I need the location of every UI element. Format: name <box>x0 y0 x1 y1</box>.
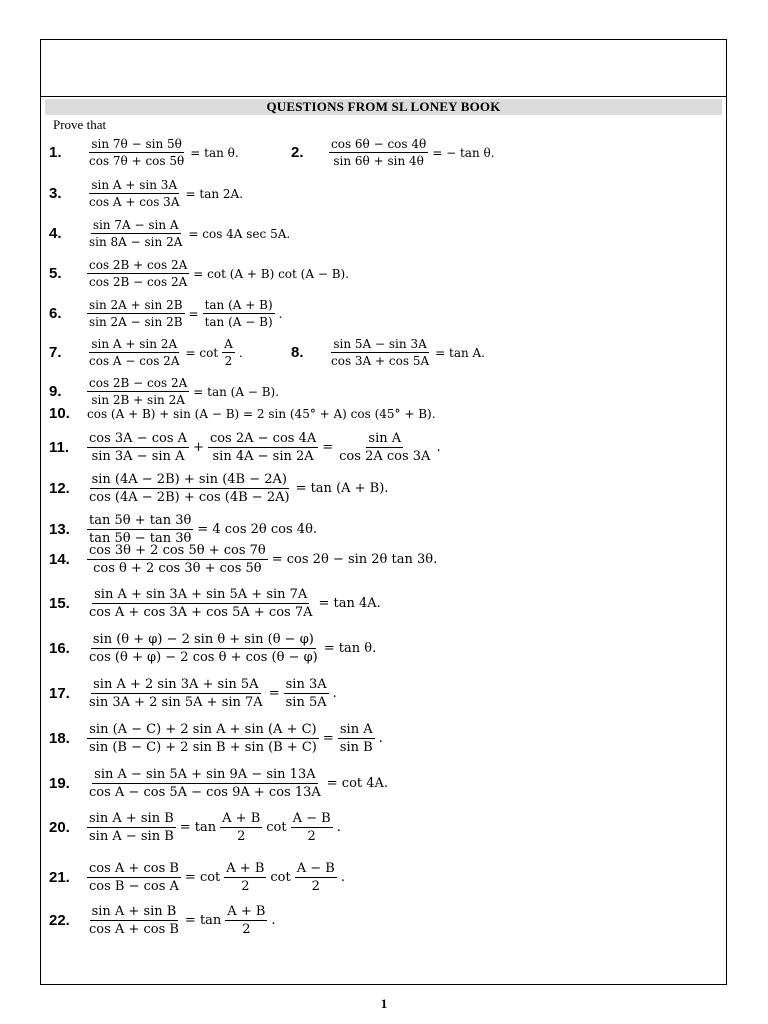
operator: = tan <box>179 820 217 835</box>
question-13 <box>49 513 319 546</box>
equation <box>327 137 497 168</box>
rhs: = 4 cos 2θ cos 4θ. <box>197 522 318 537</box>
question-number: 21. <box>49 869 70 886</box>
numerator: sin 7A − sin A <box>92 218 179 232</box>
second-fraction <box>222 337 235 368</box>
question-number: 12. <box>49 480 70 497</box>
denominator: sin B <box>339 740 373 755</box>
denominator: cos A − cos 2A <box>89 354 180 368</box>
lhs-fraction <box>87 632 320 665</box>
question-5 <box>49 258 351 289</box>
equation <box>85 431 443 464</box>
page-frame <box>40 39 727 985</box>
equation <box>85 258 351 289</box>
numerator: cos 2A − cos 4A <box>209 431 317 446</box>
equation <box>327 337 487 368</box>
numerator: cos 2B − cos 2A <box>89 376 188 390</box>
numerator: A − B <box>292 811 331 826</box>
denominator: sin 2B + sin 2A <box>91 393 185 407</box>
numerator: sin (4A − 2B) + sin (4B − 2A) <box>91 472 287 487</box>
third-fraction <box>291 811 333 844</box>
equation <box>85 376 281 407</box>
question-7 <box>49 337 245 368</box>
denominator: 2 <box>237 829 246 844</box>
equation <box>85 178 245 209</box>
equation <box>85 677 339 710</box>
denominator: sin (B − C) + 2 sin B + sin (B + C) <box>89 740 317 755</box>
numerator: sin A + sin B <box>89 811 174 826</box>
question-number: 14. <box>49 551 70 568</box>
equation <box>85 137 241 168</box>
denominator: cos B − cos A <box>89 879 179 894</box>
numerator: A <box>224 337 233 351</box>
numerator: sin 5A − sin 3A <box>333 337 427 351</box>
question-21 <box>49 861 347 894</box>
question-4 <box>49 218 292 249</box>
lhs-fraction <box>87 298 185 329</box>
rhs: . <box>332 686 337 701</box>
numerator: sin (A − C) + 2 sin A + sin (A + C) <box>89 722 317 737</box>
lhs-fraction <box>87 376 189 407</box>
numerator: sin A + 2 sin 3A + sin 5A <box>93 677 259 692</box>
numerator: sin (θ + φ) − 2 sin θ + sin (θ − φ) <box>92 632 314 647</box>
equation <box>85 632 378 665</box>
denominator: 2 <box>241 879 250 894</box>
rhs: = cos 4A sec 5A. <box>188 226 291 241</box>
question-9 <box>49 376 281 407</box>
lhs-fraction <box>87 472 292 505</box>
question-number: 20. <box>49 819 70 836</box>
question-number: 7. <box>49 344 62 361</box>
lhs-fraction <box>87 587 314 620</box>
numerator: A + B <box>226 861 265 876</box>
equation <box>85 861 347 894</box>
denominator: cos A + cos 3A <box>89 195 180 209</box>
question-number: 1. <box>49 144 62 161</box>
denominator: sin 3A + 2 sin 5A + sin 7A <box>89 695 263 710</box>
equation <box>85 407 438 421</box>
lhs-fraction <box>87 811 176 844</box>
question-22 <box>49 904 278 937</box>
rhs: . <box>271 913 276 928</box>
rhs: . <box>340 870 345 885</box>
equation <box>85 587 383 620</box>
lhs-fraction <box>87 137 186 168</box>
question-16 <box>49 632 378 665</box>
denominator: cos A + cos B <box>89 922 179 937</box>
rhs: = tan 4A. <box>318 596 381 611</box>
rhs: = tan 2A. <box>185 186 244 201</box>
denominator: cos 2B − cos 2A <box>89 275 188 289</box>
operator: cot <box>266 820 287 835</box>
numerator: sin A + sin 2A <box>91 337 178 351</box>
lhs-fraction <box>87 767 323 800</box>
operator: = <box>268 686 280 701</box>
question-number: 8. <box>291 344 304 361</box>
denominator: 2 <box>311 879 320 894</box>
denominator: tan 5θ − tan 3θ <box>89 531 192 546</box>
question-2 <box>291 137 497 168</box>
operator: = cot <box>185 345 219 360</box>
question-19 <box>49 767 390 800</box>
question-6 <box>49 298 284 329</box>
denominator: cos A − cos 5A − cos 9A + cos 13A <box>89 785 321 800</box>
lhs-fraction <box>87 543 268 576</box>
equation <box>85 513 319 546</box>
equation <box>85 298 284 329</box>
denominator: tan (A − B) <box>204 315 273 329</box>
question-17 <box>49 677 339 710</box>
question-11 <box>49 431 443 464</box>
rhs: . <box>378 731 383 746</box>
question-number: 3. <box>49 185 62 202</box>
numerator: sin A <box>339 722 373 737</box>
equation <box>85 337 245 368</box>
question-8 <box>291 337 487 368</box>
denominator: cos 3A + cos 5A <box>331 354 430 368</box>
operator: + <box>193 440 204 455</box>
numerator: cos A + cos B <box>89 861 179 876</box>
denominator: cos 7θ + cos 5θ <box>89 154 185 168</box>
numerator: sin 2A + sin 2B <box>89 298 183 312</box>
denominator: cos θ + 2 cos 3θ + cos 5θ <box>93 561 262 576</box>
question-number: 18. <box>49 730 70 747</box>
denominator: 2 <box>224 354 233 368</box>
equation <box>85 767 390 800</box>
page-heading: QUESTIONS FROM SL LONEY BOOK <box>45 99 722 115</box>
numerator: sin A <box>368 431 402 446</box>
operator: = <box>322 731 334 746</box>
lhs-fraction <box>87 218 184 249</box>
rhs: . <box>238 345 243 360</box>
numerator: cos 3A − cos A <box>89 431 188 446</box>
question-3 <box>49 178 245 209</box>
question-number: 19. <box>49 775 70 792</box>
rhs: . <box>336 820 341 835</box>
denominator: cos (θ + φ) − 2 cos θ + cos (θ − φ) <box>89 650 318 665</box>
numerator: cos 2B + cos 2A <box>89 258 188 272</box>
question-number: 2. <box>291 144 304 161</box>
rhs: = cot (A + B) cot (A − B). <box>193 266 350 281</box>
numerator: tan (A + B) <box>204 298 273 312</box>
equation <box>85 472 390 505</box>
lhs-fraction <box>329 337 431 368</box>
header-divider <box>41 96 726 97</box>
lhs-fraction <box>329 137 428 168</box>
rhs: . <box>436 440 441 455</box>
lhs-fraction <box>87 513 193 546</box>
question-18 <box>49 722 385 755</box>
denominator: 2 <box>242 922 251 937</box>
second-fraction <box>224 861 266 894</box>
numerator: cos 3θ + 2 cos 5θ + cos 7θ <box>89 543 266 558</box>
operator: = tan <box>184 913 222 928</box>
question-15 <box>49 587 383 620</box>
question-number: 16. <box>49 640 70 657</box>
question-12 <box>49 472 390 505</box>
denominator: sin 8A − sin 2A <box>89 235 183 249</box>
numerator: sin 3A <box>285 677 327 692</box>
rhs: = tan θ. <box>323 641 377 656</box>
third-fraction <box>337 431 432 464</box>
page-number: 1 <box>380 996 388 1011</box>
question-number: 13. <box>49 521 70 538</box>
third-fraction <box>295 861 337 894</box>
question-number: 6. <box>49 305 62 322</box>
denominator: cos A + cos 3A + cos 5A + cos 7A <box>89 605 313 620</box>
lhs-fraction <box>87 861 181 894</box>
numerator: sin A + sin 3A <box>91 178 178 192</box>
equation <box>85 218 292 249</box>
prove-that-label: Prove that <box>53 117 107 132</box>
equation-text: cos (A + B) + sin (A − B) = 2 sin (45° + A) cos (45° + B). <box>87 406 436 421</box>
denominator: cos (4A − 2B) + cos (4B − 2A) <box>89 490 290 505</box>
second-fraction <box>338 722 375 755</box>
second-fraction <box>203 298 275 329</box>
rhs: = tan θ. <box>190 145 239 160</box>
operator: = <box>188 306 199 321</box>
numerator: A + B <box>222 811 261 826</box>
denominator: 2 <box>307 829 316 844</box>
equation <box>85 543 439 576</box>
denominator: sin 6θ + sin 4θ <box>333 154 424 168</box>
rhs: = − tan θ. <box>432 145 495 160</box>
lhs-fraction <box>87 258 189 289</box>
second-fraction <box>225 904 267 937</box>
denominator: sin 3A − sin A <box>91 449 185 464</box>
denominator: cos 2A cos 3A <box>339 449 431 464</box>
question-number: 11. <box>49 439 70 456</box>
lhs-fraction <box>87 337 182 368</box>
denominator: sin A − sin B <box>89 829 174 844</box>
numerator: sin A + sin B <box>91 904 177 919</box>
rhs: = cos 2θ − sin 2θ tan 3θ. <box>271 552 438 567</box>
equation <box>85 811 343 844</box>
equation <box>85 904 278 937</box>
rhs: = tan (A + B). <box>295 481 389 496</box>
question-20 <box>49 811 343 844</box>
lhs-fraction <box>87 677 265 710</box>
question-10 <box>49 405 438 422</box>
second-fraction <box>208 431 318 464</box>
question-14 <box>49 543 439 576</box>
question-number: 15. <box>49 595 70 612</box>
lhs-fraction <box>87 904 181 937</box>
rhs: = cot 4A. <box>326 776 389 791</box>
operator: = cot <box>184 870 221 885</box>
numerator: A + B <box>227 904 266 919</box>
numerator: tan 5θ + tan 3θ <box>89 513 192 528</box>
second-fraction <box>284 677 329 710</box>
question-number: 17. <box>49 685 70 702</box>
numerator: A − B <box>296 861 335 876</box>
denominator: sin 5A <box>285 695 327 710</box>
lhs-fraction <box>87 431 189 464</box>
numerator: sin 7θ − sin 5θ <box>91 137 182 151</box>
rhs: . <box>278 306 283 321</box>
question-number: 5. <box>49 265 62 282</box>
rhs: = tan A. <box>435 345 485 360</box>
question-number: 10. <box>49 405 70 422</box>
question-1 <box>49 137 241 168</box>
second-fraction <box>220 811 262 844</box>
lhs-fraction <box>87 722 319 755</box>
operator: cot <box>270 870 291 885</box>
lhs-fraction <box>87 178 182 209</box>
question-number: 9. <box>49 383 62 400</box>
denominator: sin 4A − sin 2A <box>212 449 314 464</box>
equation <box>85 722 385 755</box>
numerator: sin A + sin 3A + sin 5A + sin 7A <box>94 587 308 602</box>
question-number: 4. <box>49 225 62 242</box>
denominator: sin 2A − sin 2B <box>89 315 183 329</box>
numerator: cos 6θ − cos 4θ <box>331 137 427 151</box>
operator: = <box>322 440 334 455</box>
numerator: sin A − sin 5A + sin 9A − sin 13A <box>94 767 316 782</box>
question-number: 22. <box>49 912 70 929</box>
rhs: = tan (A − B). <box>193 384 280 399</box>
